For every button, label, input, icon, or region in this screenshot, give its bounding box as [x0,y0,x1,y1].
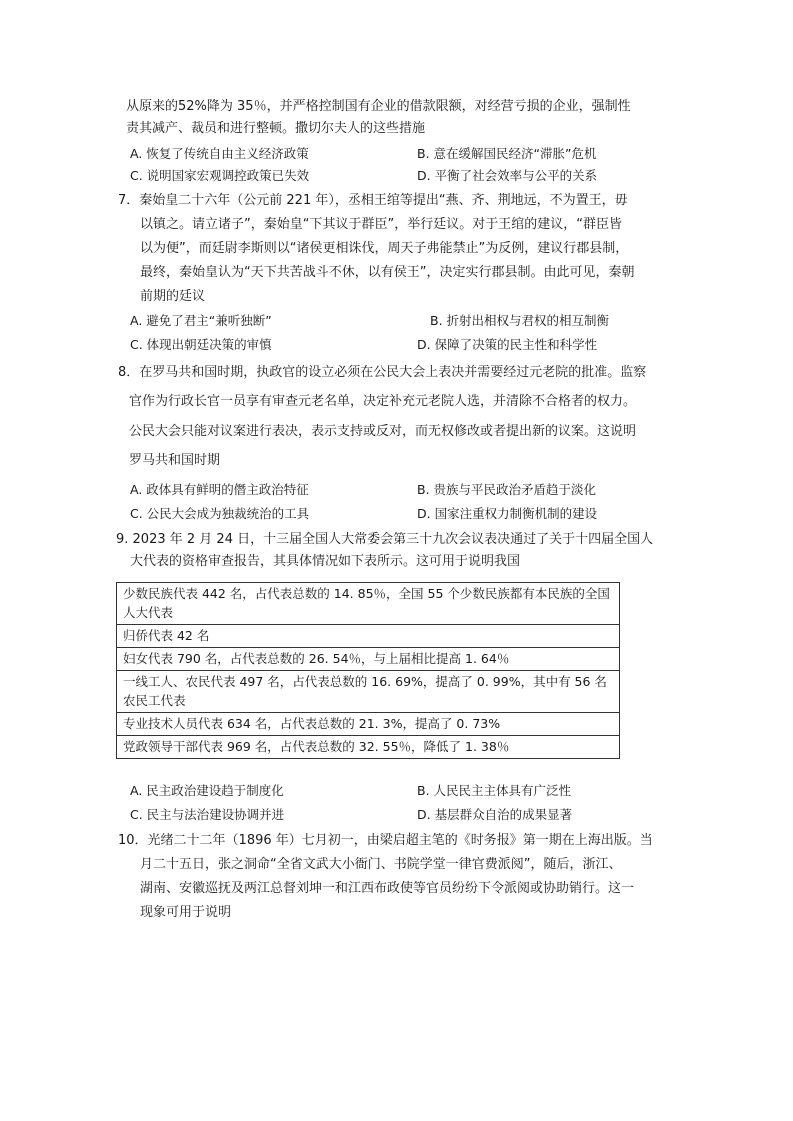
q9-line-2: 大代表的资格审查报告，其具体情况如下表所示。这可用于说明我国 [130,554,521,569]
q6-option-a[interactable]: A. 恢复了传统自由主义经济政策 [130,146,309,161]
q7-line-1: 7．秦始皇二十六年（公元前 221 年），丞相王绾等提出“燕、齐、荆地远，不为置王，毋 [118,193,628,208]
q8-line-3: 公民大会只能对议案进行表决，表示支持或反对，而无权修改或者提出新的议案。这说明 [129,424,637,439]
q6-line-1: 从原来的52%降为 35％，并严格控制国有企业的借款限额，对经营亏损的企业，强制性 [126,99,631,114]
q7-option-b[interactable]: B. 折射出相权与君权的相互制衡 [430,313,610,328]
q7-option-c[interactable]: C. 体现出朝廷决策的审慎 [130,337,272,352]
q9-option-c[interactable]: C. 民主与法治建设协调并进 [130,807,285,822]
q6-line-2: 责其减产、裁员和进行整顿。撒切尔夫人的这些措施 [126,121,426,136]
table-cell: 归侨代表 42 名 [117,625,620,648]
q6-option-b[interactable]: B. 意在缓解国民经济“滞胀”危机 [417,146,597,161]
table-row [117,713,620,736]
table-cell: 专业技术人员代表 634 名，占代表总数的 21. 3%，提高了 0. 73% [117,713,620,736]
q10-line-4: 现象可用于说明 [140,905,232,920]
table-row [117,736,620,759]
q7-line-5: 前期的廷议 [140,289,206,304]
q6-option-c[interactable]: C. 说明国家宏观调控政策已失效 [130,168,310,183]
delegate-statistics-table [116,582,620,759]
q8-option-a[interactable]: A. 政体具有鲜明的僭主政治特征 [130,482,309,497]
q9-line-1: 9. 2023 年 2 月 24 日，十三届全国人大常委会第三十九次会议表决通过了关于十四届全国人 [116,532,654,547]
q8-line-2: 官作为行政长官一员享有审查元老名单，决定补充元老院人选，并清除不合格者的权力。 [129,394,637,409]
q7-option-a[interactable]: A. 避免了君主“兼听独断” [130,313,272,328]
q10-line-3: 湖南、安徽巡抚及两江总督刘坤一和江西布政使等官员纷纷下令派阅或协助销行。这一 [140,881,635,896]
q6-option-d[interactable]: D. 平衡了社会效率与公平的关系 [417,168,598,183]
q8-option-b[interactable]: B. 贵族与平民政治矛盾趋于淡化 [417,482,597,497]
q8-option-c[interactable]: C. 公民大会成为独裁统治的工具 [130,506,310,521]
table-cell: 少数民族代表 442 名，占代表总数的 14. 85％，全国 55 个少数民族都有本民族的全国人大代表 [117,583,620,625]
table-cell: 妇女代表 790 名，占代表总数的 26. 54％，与上届相比提高 1. 64％ [117,648,620,671]
table-cell: 党政领导干部代表 969 名，占代表总数的 32. 55％，降低了 1. 38％ [117,736,620,759]
table-row [117,583,620,625]
table-cell: 一线工人、农民代表 497 名，占代表总数的 16. 69%，提高了 0. 99%，其中有 56 名农民工代表 [117,671,620,713]
q10-line-1: 10．光绪二十二年（1896 年）七月初一，由梁启超主笔的《时务报》第一期在上海出版。当 [118,833,653,848]
q7-line-3: 以为便”，而廷尉李斯则以“诸侯更相诛伐，周天子弗能禁止”为反例，建议行郡县制， [140,241,629,256]
q8-line-1: 8．在罗马共和国时期，执政官的设立必须在公民大会上表决并需要经过元老院的批准。监察 [118,365,647,380]
q7-option-d[interactable]: D. 保障了决策的民主性和科学性 [417,337,598,352]
q7-line-4: 最终，秦始皇认为“天下共苦战斗不休，以有侯王”，决定实行郡县制。由此可见，秦朝 [140,265,635,280]
q9-option-b[interactable]: B. 人民民主主体具有广泛性 [417,783,572,798]
table-row [117,671,620,713]
q9-option-a[interactable]: A. 民主政治建设趋于制度化 [130,783,284,798]
q10-line-2: 月二十五日，张之洞命“全省文武大小衙门、书院学堂一律官费派阅”，随后，浙江、 [140,857,622,872]
table-row [117,648,620,671]
table-row [117,625,620,648]
q8-line-4: 罗马共和国时期 [129,453,221,468]
q9-option-d[interactable]: D. 基层群众自治的成果显著 [417,807,573,822]
q7-line-2: 以镇之。请立诸子”，秦始皇“下其议于群臣”，举行廷议。对于王绾的建议，“群臣皆 [140,217,622,232]
q8-option-d[interactable]: D. 国家注重权力制衡机制的建设 [417,506,598,521]
